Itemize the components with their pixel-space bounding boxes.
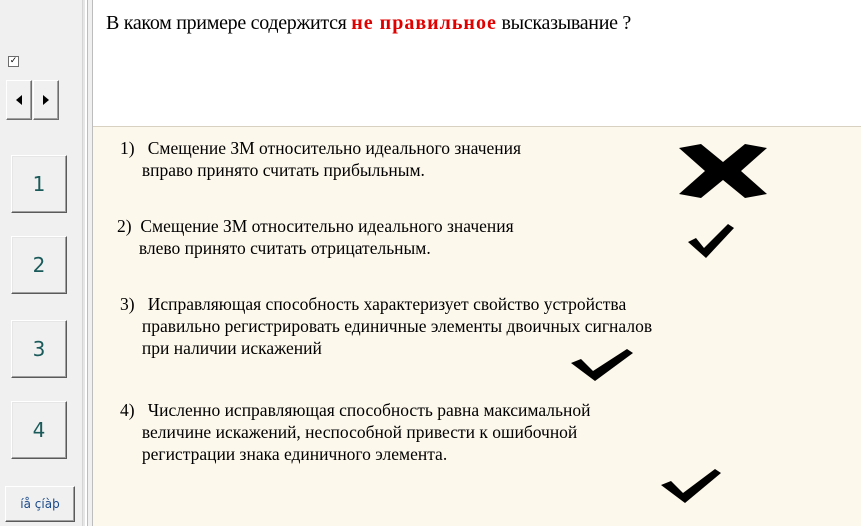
answer-4-button[interactable]: 4: [11, 401, 67, 459]
question-text: [106, 12, 856, 35]
question-suffix: высказывание ?: [496, 12, 631, 34]
x-cross-icon: [675, 142, 771, 200]
question-highlight: не правильное: [351, 12, 497, 34]
answer-1-button[interactable]: 1: [11, 155, 67, 213]
triangle-right-icon: [42, 95, 50, 105]
answer-line: 1) Смещение ЗМ относительно идеального значения: [120, 138, 522, 158]
answer-line: вправо принято считать прибыльным.: [120, 160, 425, 180]
answer-2-button[interactable]: 2: [11, 236, 67, 294]
answer-line: 4) Численно исправляющая способность равна максимальной: [120, 400, 591, 420]
previous-button[interactable]: [6, 80, 32, 120]
dont-know-button[interactable]: íå çíàþ: [5, 486, 75, 522]
checkmark-icon: [571, 349, 633, 383]
triangle-left-icon: [15, 95, 23, 105]
answer-line: правильно регистрировать единичные элементы двоичных сигналов: [120, 316, 653, 336]
checkmark-icon: [661, 469, 721, 505]
checkbox[interactable]: [8, 56, 19, 67]
next-button[interactable]: [33, 80, 59, 120]
answers-panel: [93, 126, 861, 526]
answer-line: 2) Смещение ЗМ относительно идеального значения: [117, 216, 514, 236]
checkmark-icon: [688, 222, 734, 260]
answer-2: [117, 215, 514, 259]
answer-1: [120, 137, 521, 181]
answer-line: величине искажений, неспособной привести к ошибочной: [120, 422, 578, 442]
question-prefix: В каком примере содержится: [106, 12, 352, 34]
answer-line: 3) Исправляющая способность характеризует свойство устройства: [120, 294, 627, 314]
answer-4: [120, 399, 590, 465]
answer-3-button[interactable]: 3: [11, 320, 67, 378]
divider: [82, 0, 85, 526]
answer-line: влево принято считать отрицательным.: [117, 238, 431, 258]
answer-line: при наличии искажений: [120, 338, 322, 358]
checkbox-mark: ✓: [9, 56, 18, 66]
sidebar: [0, 0, 82, 526]
answer-line: регистрации знака единичного элемента.: [120, 444, 448, 464]
